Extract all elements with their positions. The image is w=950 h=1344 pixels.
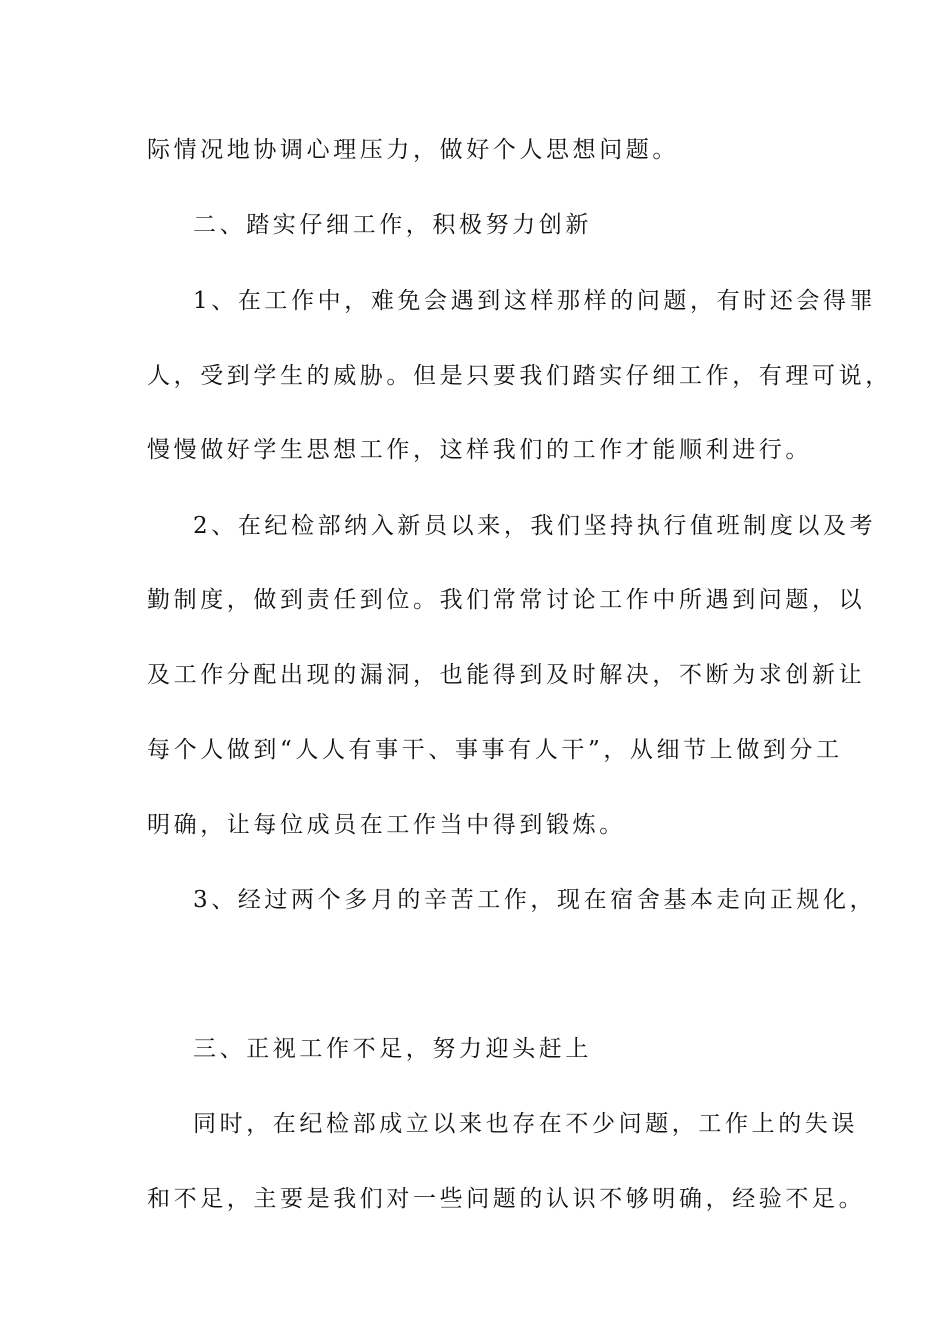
paragraph-line: 3、经过两个多月的辛苦工作，现在宿舍基本走向正规化， bbox=[193, 887, 877, 913]
paragraph-line: 2、在纪检部纳入新员以来，我们坚持执行值班制度以及考 bbox=[193, 513, 877, 539]
paragraph-line: 勤制度，做到责任到位。我们常常讨论工作中所遇到问题，以 bbox=[147, 587, 866, 613]
paragraph-line: 及工作分配出现的漏洞，也能得到及时解决，不断为求创新让 bbox=[147, 662, 866, 688]
paragraph-line: 人，受到学生的威胁。但是只要我们踏实仔细工作，有理可说， bbox=[147, 363, 892, 389]
section-heading-2: 二、踏实仔细工作，积极努力创新 bbox=[193, 212, 592, 238]
paragraph-line: 同时，在纪检部成立以来也存在不少问题，工作上的失误 bbox=[193, 1111, 858, 1137]
paragraph-line: 1、在工作中，难免会遇到这样那样的问题，有时还会得罪 bbox=[193, 288, 877, 314]
paragraph-line: 际情况地协调心理压力，做好个人思想问题。 bbox=[147, 137, 679, 163]
paragraph-line: 每个人做到“人人有事干、事事有人干”，从细节上做到分工 bbox=[147, 737, 843, 763]
paragraph-line: 和不足，主要是我们对一些问题的认识不够明确，经验不足。 bbox=[147, 1186, 866, 1212]
paragraph-line: 明确，让每位成员在工作当中得到锻炼。 bbox=[147, 812, 626, 838]
paragraph-line: 慢慢做好学生思想工作，这样我们的工作才能顺利进行。 bbox=[147, 437, 812, 463]
section-heading-3: 三、正视工作不足，努力迎头赶上 bbox=[193, 1036, 592, 1062]
